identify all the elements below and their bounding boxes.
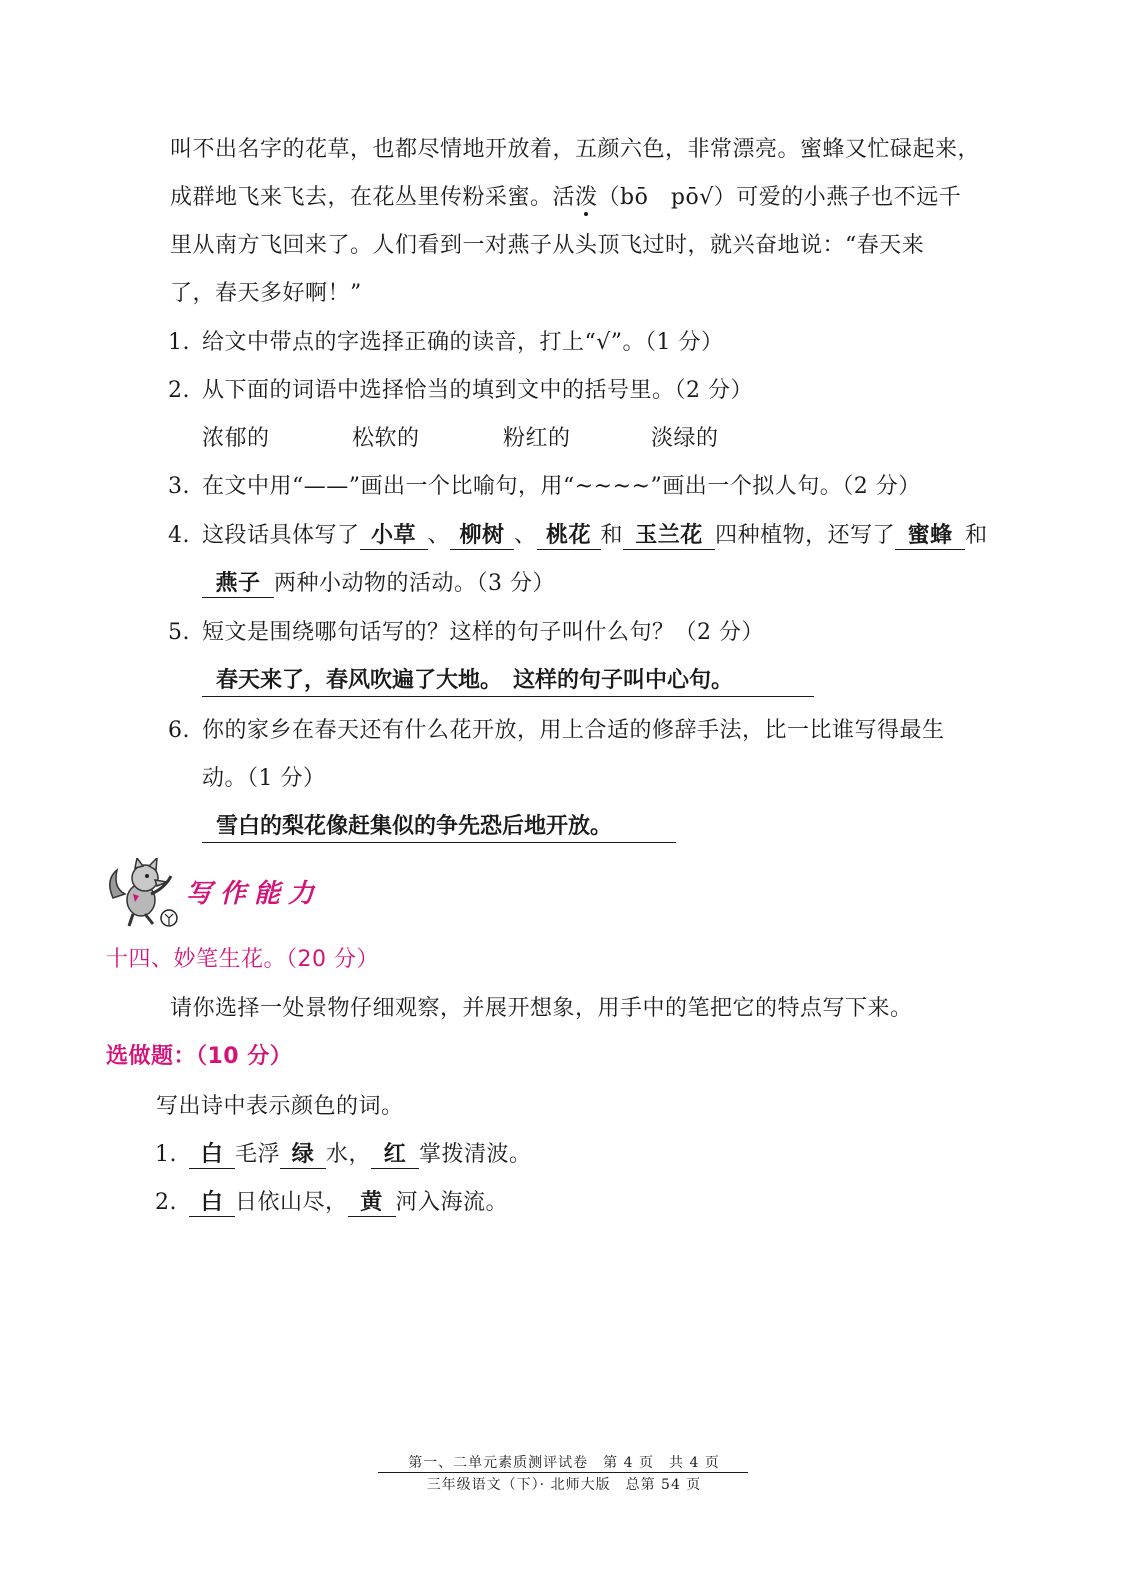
question-4-continued bbox=[202, 569, 555, 599]
answer-blank: 白 bbox=[189, 1142, 235, 1169]
poem-text: 水， bbox=[326, 1142, 372, 1167]
question-number: 1. bbox=[168, 330, 190, 355]
passage-line-2 bbox=[170, 183, 961, 213]
footer-line-2: 三年级语文（下）· 北师大版 总第 54 页 bbox=[426, 1477, 702, 1493]
fox-mascot-icon bbox=[103, 858, 181, 928]
answer-blank: 小草 bbox=[360, 523, 428, 550]
answer-blank: 白 bbox=[189, 1190, 235, 1217]
answer-blank: 柳树 bbox=[450, 523, 514, 550]
optional-title: 选做题：（10 分） bbox=[106, 1044, 293, 1069]
question-number: 4. bbox=[168, 523, 190, 548]
answer-line: 雪白的梨花像赶集似的争先恐后地开放。 bbox=[202, 812, 676, 843]
item-14-text: 请你选择一处景物仔细观察，并展开想象，用手中的笔把它的特点写下来。 bbox=[170, 996, 913, 1021]
footer-line-1: 第一、二单元素质测评试卷 第 4 页 共 4 页 bbox=[408, 1455, 720, 1471]
word-choice-4: 淡绿的 bbox=[651, 426, 719, 451]
word-choice-3: 粉红的 bbox=[503, 426, 571, 451]
word-choice-1: 浓郁的 bbox=[202, 426, 270, 451]
question-3 bbox=[168, 472, 921, 502]
question-text: 你的家乡在春天还有什么花开放，用上合适的修辞手法，比一比谁写得最生 bbox=[202, 718, 945, 743]
answer-line: 春天来了，春风吹遍了大地。 这样的句子叫中心句。 bbox=[202, 666, 814, 697]
question-text: 从下面的词语中选择恰当的填到文中的括号里。（2 分） bbox=[202, 378, 753, 403]
answer-blank: 燕子 bbox=[202, 571, 274, 598]
connector: 和 bbox=[600, 523, 624, 548]
poem-line-1 bbox=[155, 1140, 532, 1170]
separator: 、 bbox=[427, 523, 451, 548]
section-title: 写作能力 bbox=[186, 879, 323, 909]
optional-text: 写出诗中表示颜色的词。 bbox=[156, 1094, 404, 1119]
answer-blank: 绿 bbox=[280, 1142, 326, 1169]
question-text: 在文中用“——”画出一个比喻句，用“~~~~”画出一个拟人句。（2 分） bbox=[202, 474, 921, 499]
question-text: 两种小动物的活动。（3 分） bbox=[274, 571, 555, 596]
poem-text: 河入海流。 bbox=[395, 1190, 509, 1215]
poem-text: 掌拨清波。 bbox=[419, 1142, 532, 1167]
question-6-continued: 动。（1 分） bbox=[202, 766, 326, 791]
word-choice-2: 松软的 bbox=[352, 426, 420, 451]
question-4 bbox=[168, 521, 988, 551]
question-6 bbox=[168, 716, 945, 746]
question-number: 3. bbox=[168, 474, 190, 499]
question-number: 2. bbox=[168, 378, 190, 403]
item-14-title: 十四、妙笔生花。（20 分） bbox=[106, 947, 379, 972]
answer-blank: 红 bbox=[371, 1142, 419, 1169]
question-number: 1. bbox=[155, 1142, 177, 1167]
passage-line-2-post: （bō pō√）可爱的小燕子也不远千 bbox=[597, 185, 962, 210]
question-number: 6. bbox=[168, 718, 190, 743]
passage-line-3: 里从南方飞回来了。人们看到一对燕子从头顶飞过时，就兴奋地说：“春天来 bbox=[170, 233, 925, 258]
poem-line-2 bbox=[155, 1188, 508, 1218]
separator: 、 bbox=[514, 523, 537, 548]
answer-blank: 蜜蜂 bbox=[895, 523, 965, 550]
question-text: 给文中带点的字选择正确的读音，打上“√”。（1 分） bbox=[202, 330, 724, 355]
question-5 bbox=[168, 618, 764, 648]
poem-text: 日依山尽， bbox=[235, 1190, 348, 1215]
answer-blank: 玉兰花 bbox=[623, 523, 715, 550]
dotted-character: 泼 bbox=[575, 185, 598, 210]
question-number: 2. bbox=[155, 1190, 177, 1215]
question-text: 四种植物，还写了 bbox=[715, 523, 896, 548]
passage-line-2-pre: 成群地飞来飞去，在花丛里传粉采蜜。活 bbox=[170, 185, 576, 210]
passage-line-4: 了，春天多好啊！” bbox=[170, 281, 362, 306]
footer-divider bbox=[378, 1472, 748, 1473]
question-1 bbox=[168, 328, 724, 358]
question-2 bbox=[168, 376, 753, 406]
poem-text: 毛浮 bbox=[235, 1142, 281, 1167]
answer-blank: 桃花 bbox=[537, 523, 601, 550]
question-text: 短文是围绕哪句话写的？这样的句子叫什么句？（2 分） bbox=[202, 620, 764, 645]
connector: 和 bbox=[965, 523, 988, 548]
answer-blank: 黄 bbox=[348, 1190, 396, 1217]
question-number: 5. bbox=[168, 620, 190, 645]
question-text: 这段话具体写了 bbox=[202, 523, 360, 548]
passage-line-1: 叫不出名字的花草，也都尽情地开放着，五颜六色，非常漂亮。蜜蜂又忙碌起来， bbox=[170, 137, 981, 162]
